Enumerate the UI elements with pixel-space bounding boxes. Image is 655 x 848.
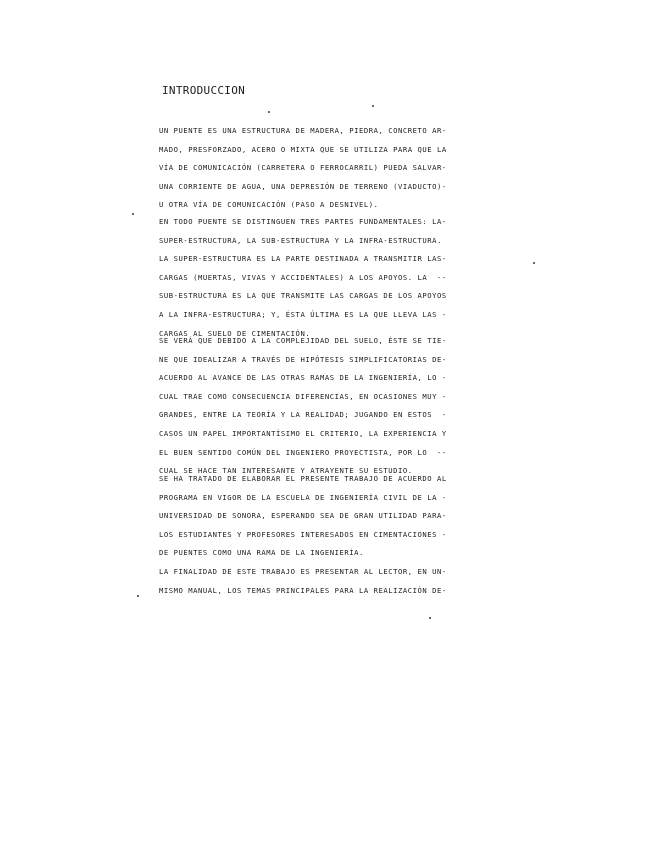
paragraph-purpose [159, 563, 519, 600]
text-line: UNA CORRIENTE DE AGUA, UNA DEPRESIÓN DE TERRENO (VIADUCTO)- [159, 181, 447, 191]
paragraph-definition [159, 122, 519, 215]
paragraph-program [159, 470, 519, 563]
text-line: CARGAS (MUERTAS, VIVAS Y ACCIDENTALES) A LOS APOYOS. LA -- [159, 272, 447, 282]
text-line: MISMO MANUAL, LOS TEMAS PRINCIPALES PARA LA REALIZACIÓN DE- [159, 585, 447, 595]
paragraph-soil [159, 332, 519, 481]
text-line: PROGRAMA EN VIGOR DE LA ESCUELA DE INGENIERÍA CIVIL DE LA - [159, 492, 447, 502]
text-line: LOS ESTUDIANTES Y PROFESORES INTERESADOS EN CIMENTACIONES - [159, 529, 447, 539]
scan-speck [372, 105, 374, 107]
paragraph-parts [159, 213, 519, 343]
scan-speck [533, 262, 535, 264]
page-title: INTRODUCCION [162, 84, 246, 97]
text-line: NE QUE IDEALIZAR A TRAVÉS DE HIPÓTESIS SIMPLIFICATORIAS DE- [159, 354, 447, 364]
text-line: LA SUPER-ESTRUCTURA ES LA PARTE DESTINADA A TRANSMITIR LAS- [159, 254, 447, 264]
scan-speck [268, 111, 270, 113]
text-line: VÍA DE COMUNICACIÓN (CARRETERA O FERROCARRIL) PUEDA SALVAR- [159, 163, 447, 173]
scan-speck [137, 595, 139, 597]
text-line: UNIVERSIDAD DE SONORA, ESPERANDO SEA DE GRAN UTILIDAD PARA- [159, 511, 447, 521]
text-line: SE HA TRATADO DE ELABORAR EL PRESENTE TRABAJO DE ACUERDO AL [159, 474, 447, 483]
text-line: U OTRA VÍA DE COMUNICACIÓN (PASO A DESNIVEL). [159, 200, 379, 210]
text-line: EL BUEN SENTIDO COMÚN DEL INGENIERO PROYECTISTA, POR LO -- [159, 447, 447, 457]
text-line: UN PUENTE ES UNA ESTRUCTURA DE MADERA, PIEDRA, CONCRETO AR- [159, 126, 447, 135]
text-line: CARGAS AL SUELO DE CIMENTACIÓN. [159, 328, 311, 338]
text-line: SUB-ESTRUCTURA ES LA QUE TRANSMITE LAS CARGAS DE LOS APOYOS [159, 291, 447, 301]
text-line: CASOS UN PAPEL IMPORTANTÍSIMO EL CRITERIO, LA EXPERIENCIA Y [159, 428, 447, 438]
text-line: LA FINALIDAD DE ESTE TRABAJO ES PRESENTAR AL LECTOR, EN UN- [159, 567, 447, 576]
scan-speck [429, 617, 431, 619]
text-line: SE VERÁ QUE DEBIDO A LA COMPLEJIDAD DEL SUELO, ÉSTE SE TIE- [159, 336, 447, 345]
text-line: CUAL SE HACE TAN INTERESANTE Y ATRAYENTE SU ESTUDIO. [159, 466, 413, 476]
text-line: A LA INFRA-ESTRUCTURA; Y, ÉSTA ÚLTIMA ES LA QUE LLEVA LAS - [159, 309, 447, 319]
text-line: ACUERDO AL AVANCE DE LAS OTRAS RAMAS DE LA INGENIERÍA, LO - [159, 373, 447, 383]
text-line: EN TODO PUENTE SE DISTINGUEN TRES PARTES FUNDAMENTALES: LA- [159, 217, 447, 226]
text-line: MADO, PRESFORZADO, ACERO O MIXTA QUE SE UTILIZA PARA QUE LA [159, 144, 447, 154]
text-line: GRANDES, ENTRE LA TEORÍA Y LA REALIDAD; JUGANDO EN ESTOS - [159, 410, 447, 420]
text-line: SUPER-ESTRUCTURA, LA SUB-ESTRUCTURA Y LA INFRA-ESTRUCTURA. [159, 235, 442, 245]
text-line: DE PUENTES COMO UNA RAMA DE LA INGENIERÍA. [159, 548, 364, 558]
scan-speck [132, 213, 134, 215]
text-line: CUAL TRAE COMO CONSECUENCIA DIFERENCIAS, EN OCASIONES MUY - [159, 391, 447, 401]
